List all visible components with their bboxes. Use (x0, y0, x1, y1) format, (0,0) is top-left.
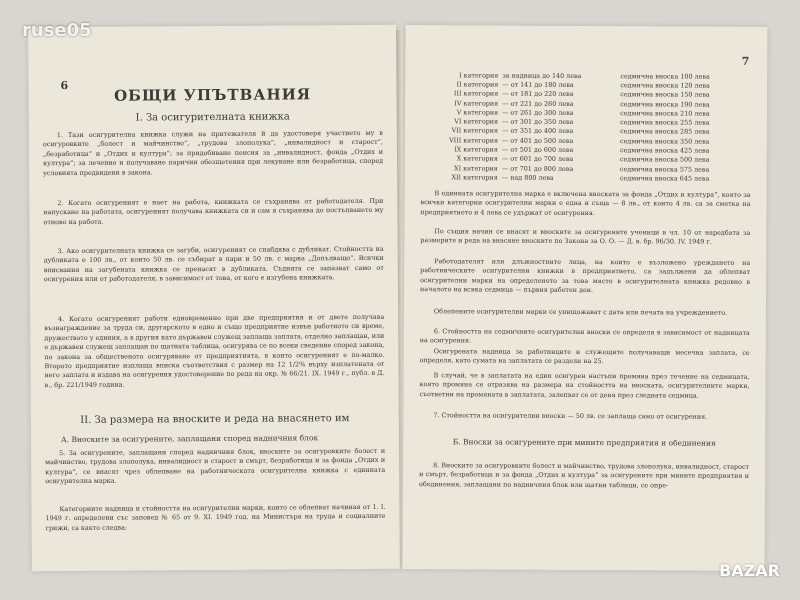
category-cat: I категория (459, 70, 499, 80)
section-heading: I. За осигурителната книжка (135, 111, 290, 124)
section-heading: II. За размера на вноските и реда на внасянето им (80, 413, 350, 426)
category-cat: II категория (456, 80, 499, 89)
brand-logo (719, 561, 780, 580)
page-number: 6 (60, 79, 69, 93)
paragraph: В единната осигурителна марка е включена вноската за фонда „Отдих и култура“, която за всички категории осигурителни марки е една и съща — 8 лв., от които 4 лв. са за сметка на предприятието и 4 лева се удържат от осигурения. (420, 189, 751, 217)
category-cat: VIII категория (449, 136, 499, 145)
brand-logo-text: BAZAR (719, 561, 780, 580)
subsection-heading: Б. Вноски за осигурените при мините предприятия и обединения (452, 437, 716, 448)
paragraph: 7. Стойността на осигурителни вноски — 50 лв. се заплаща само от осигурения. (433, 411, 708, 421)
paragraph: 6. Стойността на седмичните осигурителни вноски се определя в зависимост от надницата на осигурения. (419, 327, 750, 345)
category-range: — от 701 до 800 лева (501, 164, 574, 173)
paragraph: Осигурената надница за работниците и служещите получаващи месечна заплата, се определя, като сумата на заплатата се раздели на 25. (419, 347, 750, 366)
category-cat: XI категория (454, 163, 498, 173)
paragraph: 8. Вноските за осигуровките болест и майчинство, трудова злополука, инвалидност, старост и смърт, безработица и за фонда „Отдих и култура“ за осигурените при мините предприятия и обединения, заплащани по надничния блок или щатни таблици, се опре- (419, 461, 750, 490)
category-range: за надница до 140 лева (502, 71, 582, 80)
category-range: — от 401 до 500 лева (501, 136, 574, 145)
paragraph: 3. Ако осигурителната книжка се загуби, осигуреният се снабдява с дубликат. Стойността на дубликата е 100 лв., от които 50 лв. се събират в пари и 50 лв. с марка „Допълващо“. Всички вписвания на загубената книжка се пренасят в дубликата. Съдията се запазват само от осигурения или от работодателя, в зависимост от това, от кого е изгубена книжката. (43, 244, 384, 284)
category-range: — от 221 до 260 лева (502, 99, 574, 108)
category-cat: III категория (453, 89, 499, 98)
category-cat: IV категория (454, 98, 499, 108)
paragraph: Облепените осигурителни марки се унищожават с дата или печата на учреждението. (433, 307, 728, 317)
category-range: — от 301 до 350 лева (502, 117, 574, 127)
category-fee: седмична вноска 425 лева (619, 146, 710, 155)
page-title: ОБЩИ УПЪТВАНИЯ (114, 85, 312, 105)
category-fee: седмична вноска 150 лева (620, 90, 710, 99)
category-cat: IX категория (454, 145, 498, 154)
category-fee: седмична вноска 100 лева (620, 71, 710, 81)
category-cat: VII категория (451, 126, 499, 135)
paragraph: 4. Когато осигуреният работи едновременно при две предприятия и от двете получава възнаграждение за труда си, другарското в едно и също предприятие извън работното си време, дружеството у единия, а в другия като държавен служещ заплаща заплата, отделно заплащан, или е държавен служещ заплащан по щатната таблица, осигурява се по всеки сведение според закона, по закона за общественото осигуряване от предприятията, в които осигуреният е по-малко. Второто предприятие изплаща вписка съответствия с размер на 12 1/2% върху изплатената от него заплата и издава на осигурения удостоверение по реда на окр. № 66/21. IX. 1949 г., публ. в Д. в., бр. 221/1949 година. (44, 312, 385, 390)
category-fee: седмична вноска 210 лева (620, 109, 710, 118)
watermark-text: ruse05 (22, 20, 92, 41)
page-number: 7 (741, 54, 750, 68)
category-range: — от 261 до 300 лева (502, 108, 574, 117)
paragraph: Категориите надница и стойността на осигурителни марки, които се облепват начиная от 1. I. 1949 г. определени със заповед № 65 от 9. XI. 1949 год. на Министъра на труда и социалните грижи, са както следва: (45, 502, 386, 532)
category-fee: седмична вноска 575 лева (619, 164, 710, 174)
category-fee: седмична вноска 500 лева (619, 155, 710, 164)
category-fee: седмична вноска 645 лева (619, 174, 710, 183)
category-table (425, 70, 752, 183)
category-fee: седмична вноска 255 лева (620, 118, 710, 127)
category-cat: V категория (456, 108, 499, 117)
category-range: — от 351 до 400 лева (502, 126, 574, 136)
paragraph: 1. Тази осигурителна книжка служи на притежателя й да удостоверя участието му в осигуровките „болест и майчинство“, „трудова злополука“, „инвалидност и старост“, „безработица“ и „Отдих и култура“; за придобиване пенсия за „инвалидност, фонда „Отдих и култура“; за лечение и получаване парични обезщетения при лекуване или безработица, според условията предвидени в закона. (42, 128, 384, 177)
category-cat: XII категория (451, 173, 498, 182)
category-fee: седмична вноска 190 лева (620, 99, 710, 109)
category-row (425, 172, 751, 183)
paragraph: По същия начин се внасят и вноските за осигурените ученици в чл. 10 от наредбата за размерите и реда на внасяне вноските по Закона за О. О. — Д. в. бр. 96/30. IV. 1949 г. (420, 227, 751, 247)
category-range: — над 800 лева (501, 173, 554, 182)
booklet-spread (8, 8, 792, 592)
paragraph: Работодателят или длъжностните лица, на които е възложено уреждането на работническите осигурителни книжки в предприятието, са задължени да облепват осигурителни марки на определеното за това място в осигурителната книжка редовно в началото на всяка седмица — първия работен ден. (420, 257, 751, 295)
left-page (28, 25, 400, 572)
category-fee: седмична вноска 350 лева (620, 136, 710, 146)
category-range: — от 601 до 700 лева (501, 154, 574, 164)
right-page (403, 25, 768, 571)
category-range: — от 181 до 220 лева (502, 89, 574, 99)
paragraph: 2. Когато осигуреният е нает на работа, книжката се съхранява от работодателя. При напускане на работата, осигуреният получава книжката си и сам я съхранява до постъпването му отново на работа. (43, 196, 384, 227)
paragraph: 5. За осигурените, заплащани според надничния блок, вноските за осигуровките болест и майчинство, трудова злополука, инвалидност и старост и смърт, безработица и за фонда „Отдих и култура“, се внасят чрез облепване на работническата осигурителна книжка с единната осигурителна марка. (45, 446, 386, 486)
category-cat: VI категория (454, 117, 499, 126)
category-fee: седмична вноска 120 лева (620, 81, 710, 90)
category-cat: X категория (456, 154, 498, 163)
category-range: — от 501 до 600 лева (501, 145, 574, 154)
subsection-heading: А. Вноските за осигурените, заплащани според надничния блок (60, 433, 319, 445)
category-fee: седмична вноска 285 лева (620, 127, 710, 137)
paragraph: В случай, че в заплатата на един осигурен настъпи промяна през течение на седмицата, която промяна се отразява на размера на стойността на вноската, осигурителните марки, съответни на промяната в заплатата, залепват се от деня през следната седмица. (419, 371, 750, 400)
category-range: — от 141 до 180 лева (502, 80, 574, 89)
